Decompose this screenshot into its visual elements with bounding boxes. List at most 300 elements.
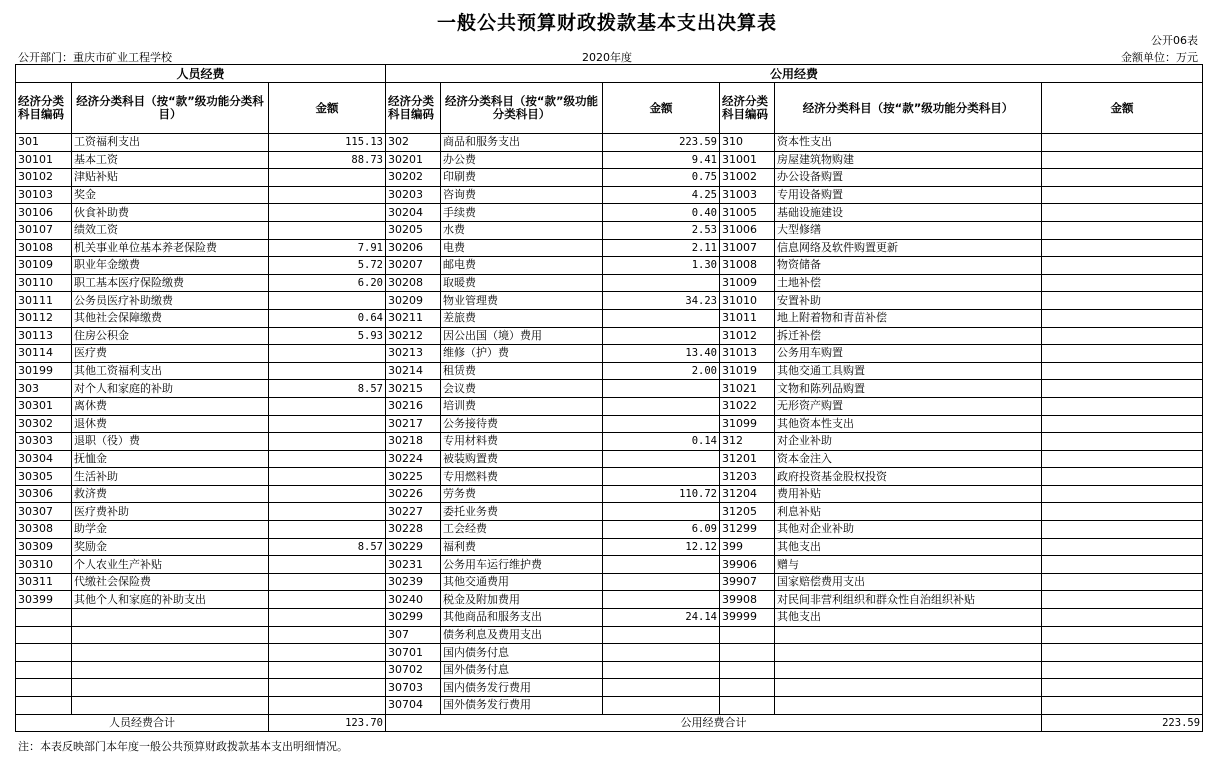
item-code: 30310 [16, 556, 72, 574]
item-code: 30301 [16, 397, 72, 415]
item-code: 30227 [386, 503, 441, 521]
item-name: 对企业补助 [775, 433, 1042, 451]
item-name: 国外债务发行费用 [441, 697, 603, 715]
item-name: 专用设备购置 [775, 186, 1042, 204]
item-name: 医疗费补助 [72, 503, 269, 521]
item-name: 对民间非营利组织和群众性自治组织补贴 [775, 591, 1042, 609]
item-code: 30229 [386, 538, 441, 556]
header-name: 经济分类科目（按“款”级功能分类科目） [72, 83, 269, 134]
header-amount: 金额 [603, 83, 720, 134]
table-row [16, 134, 1203, 152]
table-row [16, 221, 1203, 239]
item-name: 电费 [441, 239, 603, 257]
item-name: 国内债务付息 [441, 644, 603, 662]
item-name [72, 609, 269, 627]
section-public: 公用经费 [386, 65, 1203, 83]
item-name: 维修（护）费 [441, 345, 603, 363]
item-code: 30302 [16, 415, 72, 433]
item-name: 工会经费 [441, 521, 603, 539]
item-name: 退职（役）费 [72, 433, 269, 451]
item-name: 手续费 [441, 204, 603, 222]
item-amount: 8.57 [269, 538, 386, 556]
item-name: 国外债务付息 [441, 661, 603, 679]
item-code [720, 679, 775, 697]
item-name [775, 626, 1042, 644]
item-amount [603, 697, 720, 715]
item-code: 31005 [720, 204, 775, 222]
item-name: 伙食补助费 [72, 204, 269, 222]
item-amount [269, 661, 386, 679]
table-row [16, 292, 1203, 310]
item-name: 职工基本医疗保险缴费 [72, 274, 269, 292]
item-amount [269, 450, 386, 468]
table-row [16, 257, 1203, 275]
item-amount: 4.25 [603, 186, 720, 204]
item-amount [1042, 274, 1203, 292]
year-label: 2020年度 [582, 51, 632, 64]
item-code: 303 [16, 380, 72, 398]
item-code [16, 644, 72, 662]
item-code: 30205 [386, 221, 441, 239]
header-name: 经济分类科目（按“款”级功能分类科目） [775, 83, 1042, 134]
item-amount [269, 626, 386, 644]
item-amount [603, 468, 720, 486]
table-row [16, 591, 1203, 609]
item-code: 30239 [386, 573, 441, 591]
item-name: 利息补贴 [775, 503, 1042, 521]
item-name: 费用补贴 [775, 485, 1042, 503]
item-code [16, 626, 72, 644]
form-number: 公开06表 [1151, 34, 1198, 47]
item-name: 大型修缮 [775, 221, 1042, 239]
item-name: 土地补偿 [775, 274, 1042, 292]
header-code: 经济分类科目编码 [16, 83, 72, 134]
item-name: 房屋建筑物购建 [775, 151, 1042, 169]
item-amount: 0.14 [603, 433, 720, 451]
item-code: 30228 [386, 521, 441, 539]
item-code: 31099 [720, 415, 775, 433]
table-row [16, 169, 1203, 187]
table-row [16, 679, 1203, 697]
item-code: 31299 [720, 521, 775, 539]
item-code: 30208 [386, 274, 441, 292]
item-amount: 110.72 [603, 485, 720, 503]
item-name [72, 626, 269, 644]
item-code: 30110 [16, 274, 72, 292]
item-amount [269, 397, 386, 415]
table-row [16, 468, 1203, 486]
item-amount [1042, 362, 1203, 380]
item-amount [269, 503, 386, 521]
item-amount: 0.40 [603, 204, 720, 222]
item-name: 委托业务费 [441, 503, 603, 521]
item-amount [269, 609, 386, 627]
item-name [72, 644, 269, 662]
item-code: 31007 [720, 239, 775, 257]
item-amount [1042, 521, 1203, 539]
table-row [16, 362, 1203, 380]
totals-row [16, 714, 1203, 732]
item-amount [1042, 169, 1203, 187]
item-name: 医疗费 [72, 345, 269, 363]
item-name: 取暖费 [441, 274, 603, 292]
table-row [16, 485, 1203, 503]
item-name: 商品和服务支出 [441, 134, 603, 152]
item-code: 30111 [16, 292, 72, 310]
item-name: 咨询费 [441, 186, 603, 204]
item-code: 30304 [16, 450, 72, 468]
item-code: 301 [16, 134, 72, 152]
item-amount [1042, 644, 1203, 662]
item-code: 30214 [386, 362, 441, 380]
item-name: 办公设备购置 [775, 169, 1042, 187]
item-amount [1042, 309, 1203, 327]
item-amount [1042, 626, 1203, 644]
item-amount: 88.73 [269, 151, 386, 169]
item-name [775, 661, 1042, 679]
item-code: 30701 [386, 644, 441, 662]
expenditure-table [15, 64, 1203, 732]
table-row [16, 556, 1203, 574]
item-code: 31001 [720, 151, 775, 169]
header-amount: 金额 [269, 83, 386, 134]
item-code [16, 661, 72, 679]
item-amount [1042, 679, 1203, 697]
item-code: 30203 [386, 186, 441, 204]
item-name: 退休费 [72, 415, 269, 433]
item-amount [1042, 345, 1203, 363]
item-code: 39999 [720, 609, 775, 627]
item-name: 其他交通工具购置 [775, 362, 1042, 380]
item-amount [269, 485, 386, 503]
item-code: 31205 [720, 503, 775, 521]
item-code: 30305 [16, 468, 72, 486]
item-name: 其他资本性支出 [775, 415, 1042, 433]
item-code: 30114 [16, 345, 72, 363]
item-code: 31203 [720, 468, 775, 486]
item-name: 奖金 [72, 186, 269, 204]
item-amount [1042, 415, 1203, 433]
item-amount [603, 380, 720, 398]
table-row [16, 397, 1203, 415]
item-name [72, 661, 269, 679]
item-amount [1042, 151, 1203, 169]
item-code: 30309 [16, 538, 72, 556]
table-row [16, 274, 1203, 292]
item-name: 税金及附加费用 [441, 591, 603, 609]
item-name [775, 644, 1042, 662]
page-title: 一般公共预算财政拨款基本支出决算表 [436, 12, 777, 34]
table-row [16, 345, 1203, 363]
item-code: 30199 [16, 362, 72, 380]
item-amount: 0.64 [269, 309, 386, 327]
item-name: 会议费 [441, 380, 603, 398]
table-row [16, 521, 1203, 539]
item-code: 30102 [16, 169, 72, 187]
item-name: 差旅费 [441, 309, 603, 327]
item-name: 助学金 [72, 521, 269, 539]
item-name: 机关事业单位基本养老保险费 [72, 239, 269, 257]
item-amount [603, 591, 720, 609]
item-code: 31204 [720, 485, 775, 503]
header-amount: 金额 [1042, 83, 1203, 134]
table-row [16, 450, 1203, 468]
item-amount: 1.30 [603, 257, 720, 275]
item-amount [603, 274, 720, 292]
item-code [720, 626, 775, 644]
item-amount [603, 556, 720, 574]
item-code: 30702 [386, 661, 441, 679]
item-name: 津贴补贴 [72, 169, 269, 187]
item-name: 抚恤金 [72, 450, 269, 468]
table-row [16, 204, 1203, 222]
table-row [16, 538, 1203, 556]
item-code: 30307 [16, 503, 72, 521]
item-code: 30106 [16, 204, 72, 222]
item-code: 30209 [386, 292, 441, 310]
item-name: 工资福利支出 [72, 134, 269, 152]
personnel-total-label: 人员经费合计 [16, 714, 269, 732]
item-name: 基本工资 [72, 151, 269, 169]
item-name: 其他工资福利支出 [72, 362, 269, 380]
item-amount [1042, 697, 1203, 715]
item-amount [603, 327, 720, 345]
item-code: 30207 [386, 257, 441, 275]
item-name [72, 697, 269, 715]
item-name: 国内债务发行费用 [441, 679, 603, 697]
item-code: 30218 [386, 433, 441, 451]
section-personnel: 人员经费 [16, 65, 386, 83]
item-amount [603, 626, 720, 644]
public-total-label: 公用经费合计 [386, 714, 1042, 732]
item-code: 30212 [386, 327, 441, 345]
header-code: 经济分类科目编码 [720, 83, 775, 134]
item-amount [269, 468, 386, 486]
item-name: 赠与 [775, 556, 1042, 574]
table-row [16, 697, 1203, 715]
item-code: 31019 [720, 362, 775, 380]
item-amount: 2.53 [603, 221, 720, 239]
item-name: 公务员医疗补助缴费 [72, 292, 269, 310]
table-row [16, 309, 1203, 327]
item-name: 基础设施建设 [775, 204, 1042, 222]
item-name: 国家赔偿费用支出 [775, 573, 1042, 591]
item-amount: 13.40 [603, 345, 720, 363]
item-code: 39906 [720, 556, 775, 574]
item-name: 福利费 [441, 538, 603, 556]
item-amount [1042, 204, 1203, 222]
item-amount [1042, 239, 1203, 257]
item-name: 租赁费 [441, 362, 603, 380]
department-label: 公开部门：重庆市矿业工程学校 [18, 51, 172, 64]
item-amount [1042, 450, 1203, 468]
table-row [16, 239, 1203, 257]
item-amount [1042, 661, 1203, 679]
table-row [16, 644, 1203, 662]
item-amount [603, 397, 720, 415]
item-code: 30224 [386, 450, 441, 468]
item-amount [1042, 468, 1203, 486]
section-header-row [16, 65, 1203, 83]
item-code: 30213 [386, 345, 441, 363]
header-code: 经济分类科目编码 [386, 83, 441, 134]
item-name: 其他对企业补助 [775, 521, 1042, 539]
item-amount [269, 292, 386, 310]
item-code: 31008 [720, 257, 775, 275]
item-name: 无形资产购置 [775, 397, 1042, 415]
item-name: 职业年金缴费 [72, 257, 269, 275]
item-amount [269, 521, 386, 539]
item-code: 30704 [386, 697, 441, 715]
item-name [775, 679, 1042, 697]
item-code: 30240 [386, 591, 441, 609]
table-row [16, 433, 1203, 451]
item-name: 资本金注入 [775, 450, 1042, 468]
item-amount: 115.13 [269, 134, 386, 152]
item-name: 对个人和家庭的补助 [72, 380, 269, 398]
item-amount [1042, 327, 1203, 345]
item-code: 39907 [720, 573, 775, 591]
item-amount [1042, 503, 1203, 521]
item-name: 信息网络及软件购置更新 [775, 239, 1042, 257]
item-amount [269, 169, 386, 187]
item-name: 其他个人和家庭的补助支出 [72, 591, 269, 609]
item-amount [269, 591, 386, 609]
item-code: 30226 [386, 485, 441, 503]
item-amount [603, 309, 720, 327]
item-code: 30211 [386, 309, 441, 327]
item-code [16, 609, 72, 627]
personnel-total-amount: 123.70 [269, 714, 386, 732]
item-code: 31201 [720, 450, 775, 468]
table-row [16, 327, 1203, 345]
item-code: 30306 [16, 485, 72, 503]
item-name: 债务利息及费用支出 [441, 626, 603, 644]
item-amount: 7.91 [269, 239, 386, 257]
item-amount [1042, 485, 1203, 503]
item-amount [269, 204, 386, 222]
table-row [16, 503, 1203, 521]
table-row [16, 573, 1203, 591]
item-amount [269, 362, 386, 380]
item-name: 物资储备 [775, 257, 1042, 275]
item-amount [269, 221, 386, 239]
item-amount [1042, 397, 1203, 415]
item-code: 30201 [386, 151, 441, 169]
item-name: 地上附着物和青苗补偿 [775, 309, 1042, 327]
item-name: 奖励金 [72, 538, 269, 556]
item-code: 31013 [720, 345, 775, 363]
item-amount: 34.23 [603, 292, 720, 310]
item-code [720, 697, 775, 715]
item-code: 30216 [386, 397, 441, 415]
item-amount [1042, 573, 1203, 591]
item-amount [1042, 257, 1203, 275]
table-row [16, 415, 1203, 433]
item-name: 因公出国（境）费用 [441, 327, 603, 345]
item-code: 30107 [16, 221, 72, 239]
item-name: 其他支出 [775, 609, 1042, 627]
item-amount [269, 186, 386, 204]
item-name: 拆迁补偿 [775, 327, 1042, 345]
item-code: 30108 [16, 239, 72, 257]
column-header-row [16, 83, 1203, 134]
item-name: 公务用车运行维护费 [441, 556, 603, 574]
item-amount: 6.20 [269, 274, 386, 292]
item-code: 31011 [720, 309, 775, 327]
item-code: 30217 [386, 415, 441, 433]
item-code: 399 [720, 538, 775, 556]
item-code: 30103 [16, 186, 72, 204]
item-code: 30703 [386, 679, 441, 697]
item-name: 其他商品和服务支出 [441, 609, 603, 627]
item-name: 生活补助 [72, 468, 269, 486]
item-code: 31002 [720, 169, 775, 187]
item-amount [603, 450, 720, 468]
item-amount [1042, 556, 1203, 574]
item-code: 310 [720, 134, 775, 152]
item-code [720, 661, 775, 679]
item-name: 印刷费 [441, 169, 603, 187]
item-amount: 0.75 [603, 169, 720, 187]
item-name: 其他支出 [775, 538, 1042, 556]
item-amount [603, 644, 720, 662]
item-name: 绩效工资 [72, 221, 269, 239]
item-amount [603, 415, 720, 433]
item-name: 公务接待费 [441, 415, 603, 433]
item-code: 30231 [386, 556, 441, 574]
table-row [16, 661, 1203, 679]
item-amount [269, 556, 386, 574]
item-name: 被装购置费 [441, 450, 603, 468]
item-code: 30109 [16, 257, 72, 275]
item-name: 公务用车购置 [775, 345, 1042, 363]
item-code: 312 [720, 433, 775, 451]
item-amount [269, 644, 386, 662]
public-total-amount: 223.59 [1042, 714, 1203, 732]
item-amount: 5.93 [269, 327, 386, 345]
item-name: 水费 [441, 221, 603, 239]
item-code [16, 679, 72, 697]
item-code: 30113 [16, 327, 72, 345]
item-code: 30303 [16, 433, 72, 451]
item-name: 专用材料费 [441, 433, 603, 451]
item-name: 专用燃料费 [441, 468, 603, 486]
item-name [775, 697, 1042, 715]
item-amount: 6.09 [603, 521, 720, 539]
item-amount: 9.41 [603, 151, 720, 169]
table-row [16, 609, 1203, 627]
item-name: 救济费 [72, 485, 269, 503]
table-row [16, 151, 1203, 169]
item-code: 307 [386, 626, 441, 644]
item-code: 302 [386, 134, 441, 152]
item-amount: 5.72 [269, 257, 386, 275]
item-code: 30311 [16, 573, 72, 591]
item-amount [603, 661, 720, 679]
item-name: 物业管理费 [441, 292, 603, 310]
item-code: 30299 [386, 609, 441, 627]
item-code: 30202 [386, 169, 441, 187]
table-row [16, 186, 1203, 204]
item-amount [269, 573, 386, 591]
item-code [720, 644, 775, 662]
item-code [16, 697, 72, 715]
item-amount: 2.11 [603, 239, 720, 257]
item-code: 39908 [720, 591, 775, 609]
item-amount [1042, 591, 1203, 609]
item-amount [269, 433, 386, 451]
